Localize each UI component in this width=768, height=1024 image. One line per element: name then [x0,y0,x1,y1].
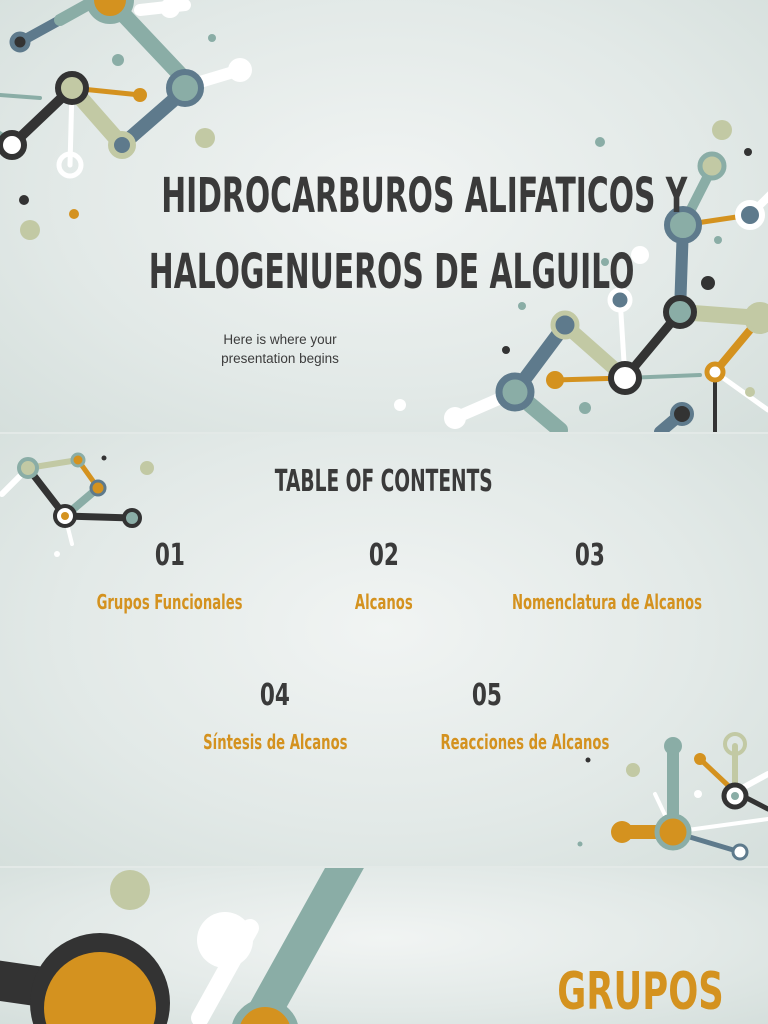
title-line-2: HALOGENUEROS DE ALGUILO [148,244,635,300]
toc-item-grupos-funcionales[interactable]: Grupos Funcionales [97,590,243,614]
toc-number-05: 05 [471,678,503,713]
toc-item-sintesis[interactable]: Síntesis de Alcanos [202,730,348,754]
slide-title[interactable] [0,0,768,432]
toc-item-nomenclatura[interactable]: Nomenclatura de Alcanos [511,590,702,614]
toc-item-reacciones[interactable]: Reacciones de Alcanos [440,730,610,754]
toc-number-04: 04 [259,678,291,713]
section-heading-grupos: GRUPOS [557,962,724,1022]
subtitle [180,330,380,368]
toc-number-01: 01 [154,538,186,573]
toc-item-alcanos[interactable]: Alcanos [355,590,413,614]
slide-table-of-contents[interactable] [0,434,768,866]
toc-number-02: 02 [368,538,400,573]
title-line-1: HIDROCARBUROS ALIFATICOS Y [161,168,688,224]
subtitle-line-2: presentation begins [221,351,339,366]
toc-number-03: 03 [574,538,606,573]
toc-heading: TABLE OF CONTENTS [275,464,493,499]
subtitle-line-1: Here is where your [223,332,337,347]
slide-grupos[interactable] [0,868,768,1024]
